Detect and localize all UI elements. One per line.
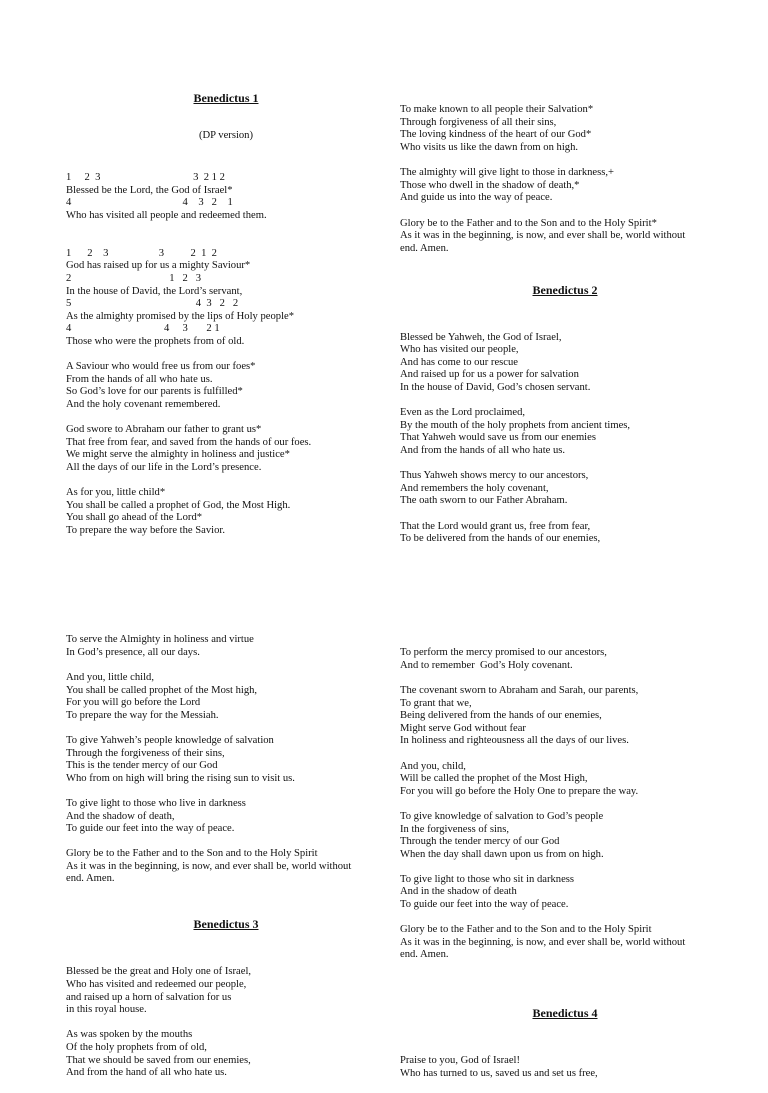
- stanza-break: [66, 722, 386, 735]
- text-line: Might serve God without fear: [400, 722, 526, 734]
- text-line: Through forgiveness of all their sins,: [400, 116, 557, 128]
- stanza-break: [400, 458, 730, 471]
- heading-benedictus-2: Benedictus 2: [532, 282, 598, 297]
- text-line: In the house of David, the Lord’s servant,: [66, 285, 243, 297]
- stanza-break: [400, 205, 730, 218]
- stanza-break: [66, 474, 386, 487]
- heading-benedictus-1: Benedictus 1: [193, 91, 259, 106]
- text-line: To prepare the way for the Messiah.: [66, 709, 219, 721]
- stanza-break: [66, 348, 386, 361]
- text-line: From the hands of all who hate us.: [66, 373, 213, 385]
- text-line: To give knowledge of salvation to God’s people: [400, 810, 604, 822]
- subtitle-dp-version: (DP version): [198, 130, 254, 142]
- text-line: Thus Yahweh shows mercy to our ancestors,: [400, 470, 589, 482]
- text-line: And in the shadow of death: [400, 886, 517, 898]
- stanza-break: [66, 1017, 386, 1030]
- text-line: As the almighty promised by the lips of Holy people*: [66, 310, 295, 322]
- text-line: The oath sworn to our Father Abraham.: [400, 495, 568, 507]
- text-line: As it was in the beginning, is now, and ever shall be, world without: [400, 230, 686, 242]
- text-line: The almighty will give light to those in darkness,+: [400, 167, 614, 179]
- stanza-break: [66, 235, 386, 248]
- text-line: and raised up a horn of salvation for us: [66, 991, 232, 1003]
- text-line: Who has turned to us, saved us and set us free,: [400, 1067, 598, 1079]
- text-line: Through the tender mercy of our God: [400, 836, 560, 848]
- stanza-break: [400, 962, 730, 975]
- text-line: You shall be called a prophet of God, the Most High.: [66, 499, 291, 511]
- stanza-break: [400, 748, 730, 761]
- heading-benedictus-3: Benedictus 3: [193, 917, 259, 932]
- text-line: And raised up for us a power for salvation: [400, 369, 579, 381]
- text-line: God swore to Abraham our father to grant us*: [66, 424, 262, 436]
- col4-lines-top: [400, 647, 730, 974]
- text-line: in this royal house.: [66, 1004, 147, 1016]
- col2-lines-top: [400, 104, 730, 255]
- text-line: That Yahweh would save us from our enemies: [400, 432, 596, 444]
- text-line: And to remember God’s Holy covenant.: [400, 659, 573, 671]
- text-line: For you will go before the Holy One to prepare the way.: [400, 785, 639, 797]
- text-line: To perform the mercy promised to our ancestors,: [400, 647, 607, 659]
- text-line: To grant that we,: [400, 697, 472, 709]
- text-line: A Saviour who would free us from our foes*: [66, 361, 256, 373]
- column-1: [66, 66, 386, 550]
- text-line: Through the forgiveness of their sins,: [66, 747, 225, 759]
- stanza-break: [66, 659, 386, 672]
- text-line: In the house of David, God’s chosen servant.: [400, 382, 591, 394]
- text-line: To serve the Almighty in holiness and virtue: [66, 634, 254, 646]
- stanza-break: [400, 155, 730, 168]
- text-line: As was spoken by the mouths: [66, 1029, 193, 1041]
- text-line: You shall be called prophet of the Most high,: [66, 684, 258, 696]
- text-line: To give light to those who live in darkness: [66, 797, 246, 809]
- text-line: Glory be to the Father and to the Son and to the Holy Spirit: [400, 924, 652, 936]
- heading-benedictus-4: Benedictus 4: [532, 1005, 598, 1020]
- col3-lines-bottom: [66, 966, 386, 1079]
- text-line: And from the hand of all who hate us.: [66, 1067, 227, 1079]
- text-line: For you will go before the Lord: [66, 697, 201, 709]
- text-line: Praise to you, God of Israel!: [400, 1055, 521, 1066]
- text-line: And from the hands of all who hate us.: [400, 445, 566, 457]
- column-3: [66, 609, 386, 1092]
- stanza-break: [400, 672, 730, 685]
- text-line: And you, little child,: [66, 671, 154, 683]
- col2-lines-bottom: [400, 332, 730, 546]
- text-line: As it was in the beginning, is now, and ever shall be, world without: [66, 860, 352, 872]
- stanza-break: [66, 411, 386, 424]
- text-line: We might serve the almighty in holiness and justice*: [66, 449, 290, 461]
- text-line: In the forgiveness of sins,: [400, 823, 509, 835]
- text-line: Will be called the prophet of the Most High,: [400, 773, 588, 785]
- text-line: end. Amen.: [400, 242, 449, 254]
- text-line: That the Lord would grant us, free from fear,: [400, 520, 591, 532]
- text-line: To give Yahweh’s people knowledge of salvation: [66, 734, 274, 746]
- text-line: 1 2 3 3 2 1 2: [66, 247, 217, 259]
- text-line: The loving kindness of the heart of our God*: [400, 129, 592, 141]
- text-line: And the shadow of death,: [66, 810, 175, 822]
- text-line: Even as the Lord proclaimed,: [400, 407, 526, 419]
- stanza-break: [400, 912, 730, 925]
- text-line: 2 1 2 3: [66, 272, 202, 284]
- text-line: 1 2 3 3 2 1 2: [66, 172, 225, 184]
- text-line: In God’s presence, all our days.: [66, 646, 200, 658]
- text-line: Who has visited and redeemed our people,: [66, 979, 247, 991]
- text-line: Who has visited our people,: [400, 344, 519, 356]
- column-4: [400, 622, 730, 1093]
- text-line: Of the holy prophets from of old,: [66, 1042, 207, 1053]
- text-line: end. Amen.: [400, 949, 449, 961]
- stanza-break: [66, 223, 386, 236]
- text-line: 4 4 3 2 1: [66, 197, 233, 209]
- text-line: In holiness and righteousness all the days of our lives.: [400, 735, 629, 747]
- text-line: That free from fear, and saved from the hands of our foes.: [66, 436, 312, 448]
- col3-lines-top: [66, 634, 386, 886]
- text-line: God has raised up for us a mighty Saviour*: [66, 260, 251, 272]
- col4-lines-bottom: [400, 1055, 730, 1080]
- text-line: The covenant sworn to Abraham and Sarah, our parents,: [400, 684, 639, 696]
- stanza-break: [400, 395, 730, 408]
- text-line: By the mouth of the holy prophets from ancient times,: [400, 419, 631, 431]
- text-line: 4 4 3 2 1: [66, 323, 220, 335]
- text-line: When the day shall dawn upon us from on high.: [400, 848, 604, 860]
- text-line: To give light to those who sit in darkness: [400, 873, 575, 885]
- text-line: To be delivered from the hands of our enemies,: [400, 533, 601, 545]
- text-line: So God’s love for our parents is fulfilled*: [66, 386, 243, 398]
- text-line: Who from on high will bring the rising sun to visit us.: [66, 772, 295, 784]
- text-line: end. Amen.: [66, 873, 115, 885]
- text-line: And the holy covenant remembered.: [66, 398, 221, 410]
- text-line: As for you, little child*: [66, 487, 166, 498]
- stanza-break: [66, 836, 386, 849]
- text-line: Blessed be the great and Holy one of Israel,: [66, 966, 252, 978]
- text-line: And you, child,: [400, 760, 466, 772]
- text-line: Those who dwell in the shadow of death,*: [400, 179, 580, 191]
- text-line: That we should be saved from our enemies,: [66, 1054, 251, 1066]
- text-line: And has come to our rescue: [400, 356, 518, 368]
- text-line: To prepare the way before the Savior.: [66, 524, 225, 536]
- stanza-break: [400, 861, 730, 874]
- text-line: All the days of our life in the Lord’s presence.: [66, 461, 262, 473]
- text-line: Being delivered from the hands of our enemies,: [400, 710, 602, 722]
- stanza-break: [66, 785, 386, 798]
- text-line: Glory be to the Father and to the Son and to the Holy Spirit*: [400, 217, 657, 229]
- text-line: Blessed be Yahweh, the God of Israel,: [400, 331, 562, 343]
- text-line: Those who were the prophets from of old.: [66, 335, 245, 347]
- text-line: To guide our feet into the way of peace.: [66, 823, 235, 835]
- text-line: Glory be to the Father and to the Son and to the Holy Spirit: [66, 848, 318, 860]
- text-line: As it was in the beginning, is now, and ever shall be, world without: [400, 936, 686, 948]
- text-line: Who visits us like the dawn from on high.: [400, 141, 579, 153]
- column-2: [400, 79, 730, 558]
- text-line: To make known to all people their Salvation*: [400, 104, 594, 116]
- text-line: 5 4 3 2 2: [66, 298, 239, 310]
- text-line: You shall go ahead of the Lord*: [66, 512, 203, 524]
- text-line: This is the tender mercy of our God: [66, 760, 218, 772]
- text-line: And guide us into the way of peace.: [400, 192, 553, 204]
- text-line: And remembers the holy covenant,: [400, 482, 549, 494]
- stanza-break: [400, 508, 730, 521]
- text-line: To guide our feet into the way of peace.: [400, 899, 569, 911]
- text-line: Who has visited all people and redeemed them.: [66, 209, 267, 221]
- col1-lines: [66, 172, 386, 537]
- stanza-break: [400, 798, 730, 811]
- text-line: Blessed be the Lord, the God of Israel*: [66, 184, 233, 196]
